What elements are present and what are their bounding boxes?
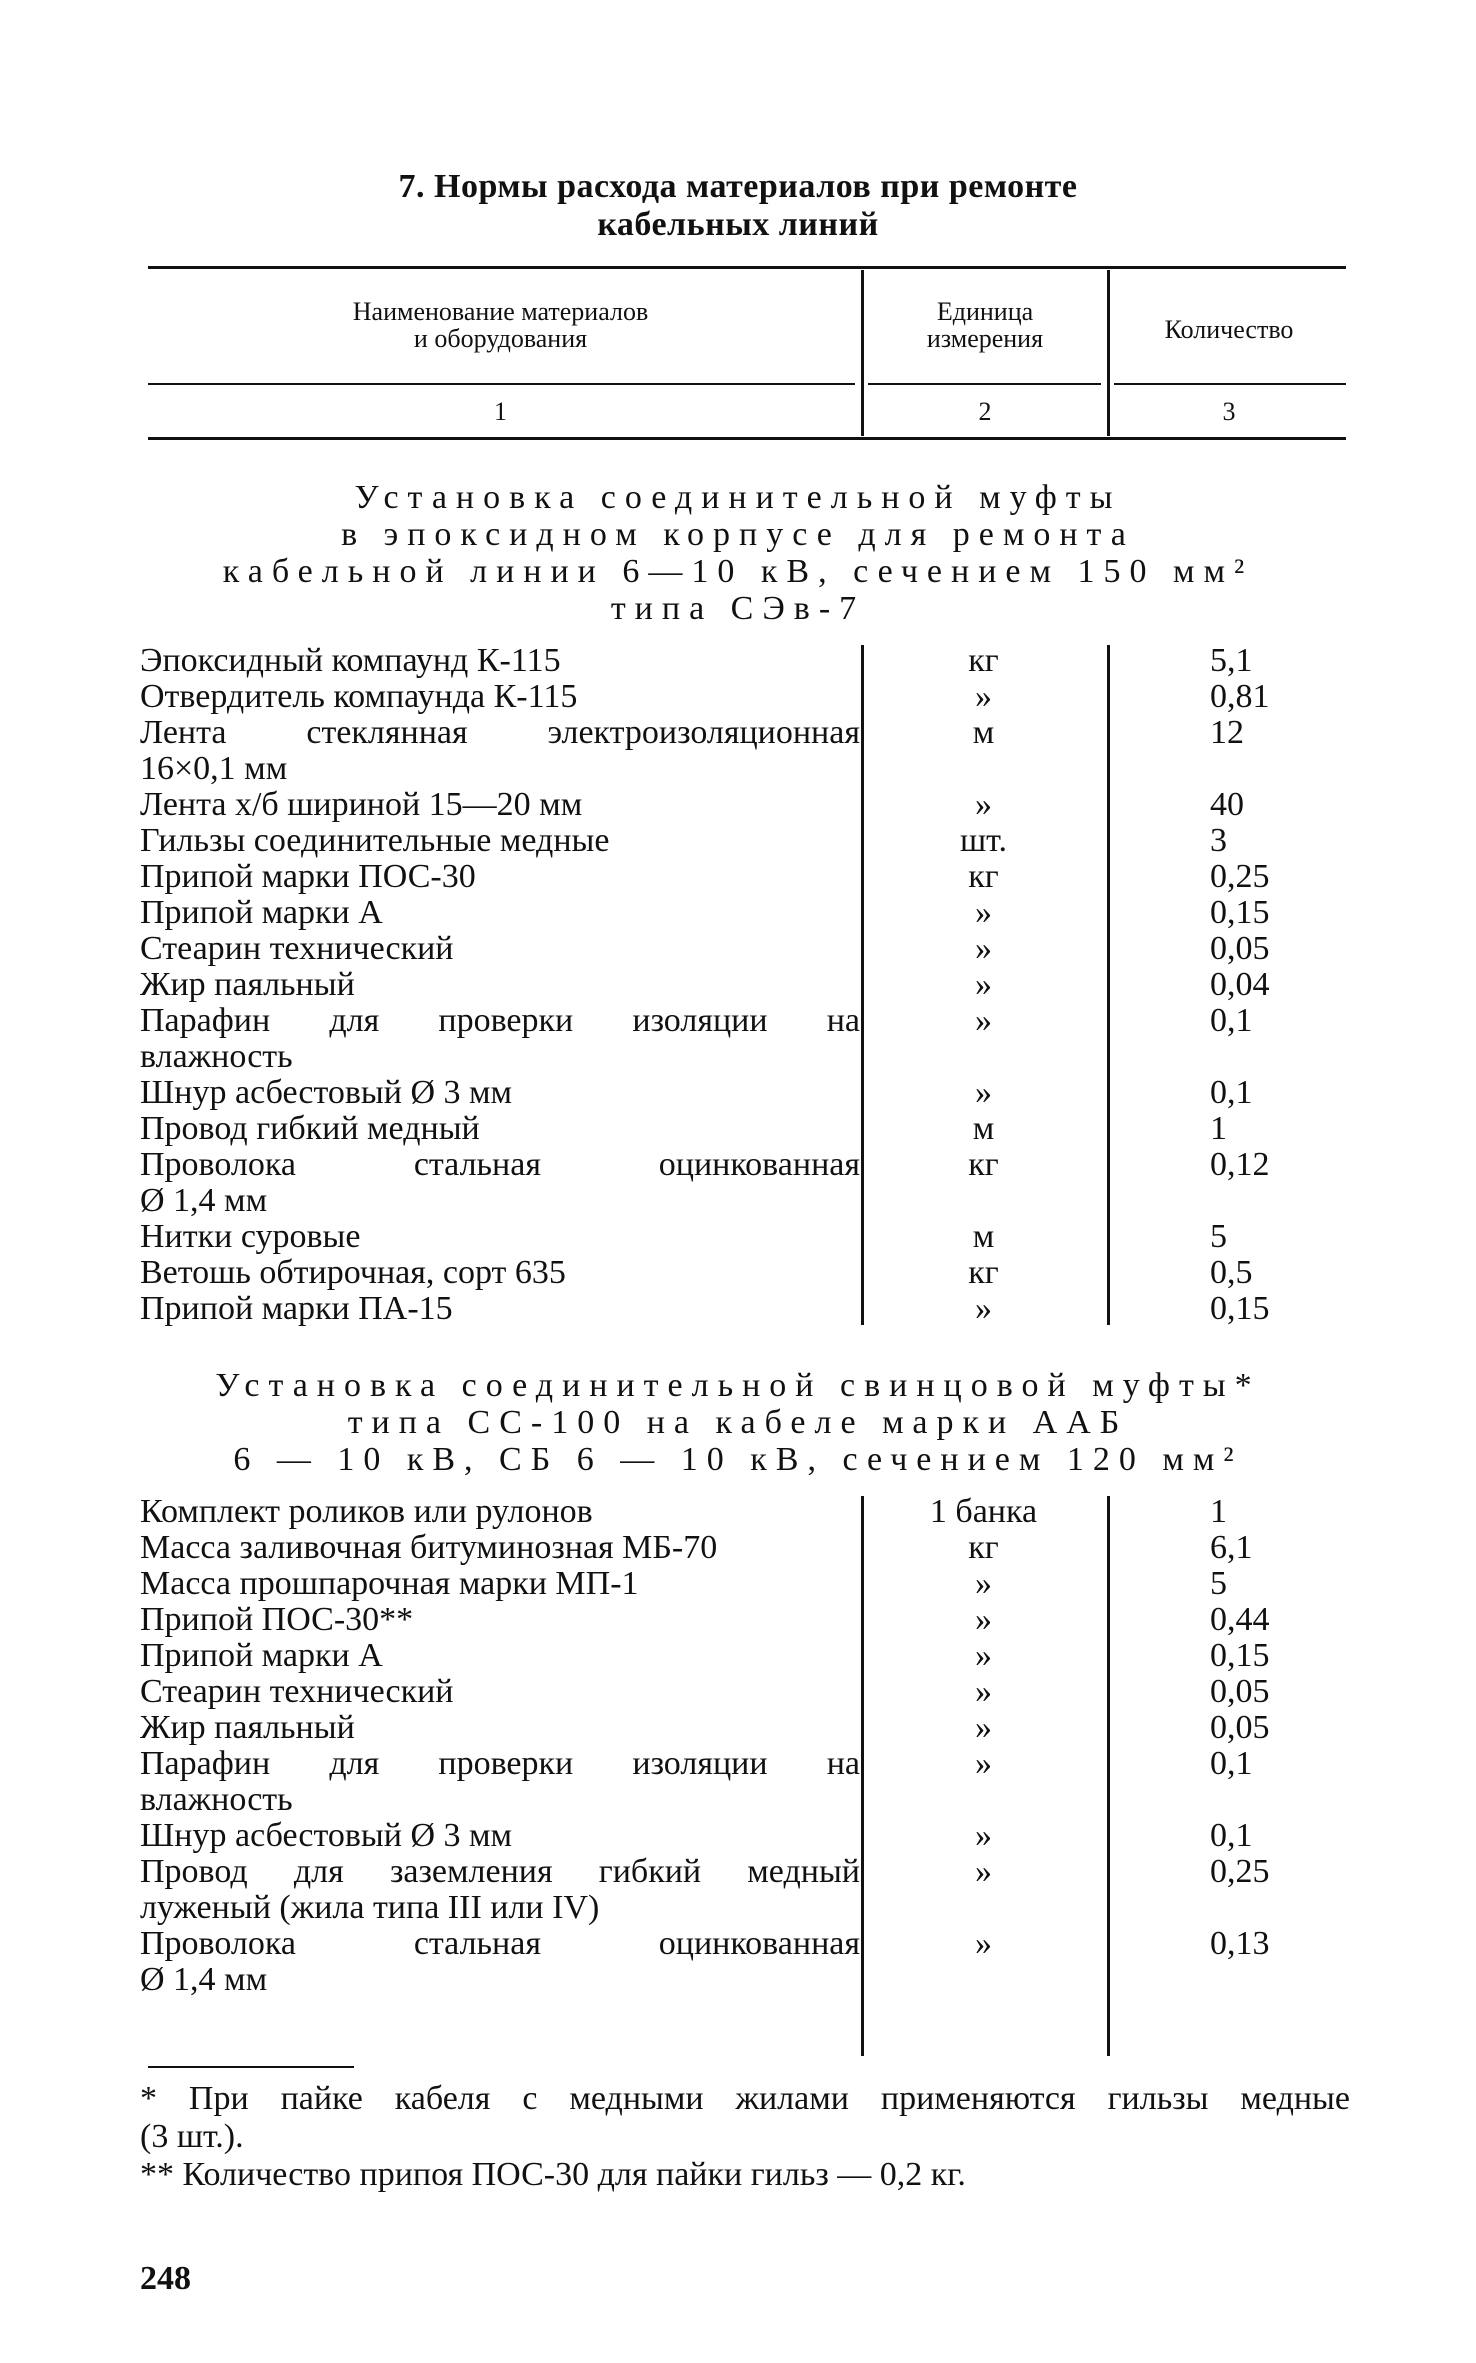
quantity-cell: 0,25 [1210,858,1270,895]
quantity-cell: 0,1 [1210,1817,1253,1854]
table-title-line-2: кабельных линий [597,206,879,243]
unit-cell: » [975,1709,992,1746]
section2-heading-line-3: 6 — 10 кВ, СБ 6 — 10 кВ, сечением 120 мм² [233,1441,1243,1478]
material-name [140,1674,860,1710]
unit-cell: » [975,930,992,967]
footnote-2: ** Количество припоя ПОС-30 для пайки гильз — 0,2 кг. [140,2156,966,2193]
section1-heading-line-2: в эпоксидном корпусе для ремонта [341,516,1135,553]
unit-cell: кг [968,1254,999,1291]
table-row [140,643,1280,679]
material-name-line-1: Шнур асбестовый Ø 3 мм [140,1074,513,1111]
unit-cell: » [975,894,992,931]
material-name-line-2: Ø 1,4 мм [140,1182,268,1219]
material-name-line-1: Жир паяльный [140,966,355,1003]
material-name [140,1530,860,1566]
unit-cell: м [972,714,995,751]
material-name [140,1710,860,1746]
quantity-cell: 40 [1210,786,1244,823]
section2-heading-line-1: Установка соединительной свинцовой муфты* [215,1367,1261,1404]
material-name [140,1854,860,1926]
footnote-1-line-1: * При пайке кабеля с медными жилами применяются гильзы медные [140,2080,1350,2117]
material-name-line-1: Парафин для проверки изоляции на [140,1745,860,1782]
unit-cell: » [975,1853,992,1890]
unit-cell: кг [968,1146,999,1183]
header-col2-line-2: измерения [926,324,1044,353]
material-name [140,1602,860,1638]
quantity-cell: 0,1 [1210,1002,1253,1039]
material-name-line-1: Комплект роликов или рулонов [140,1493,593,1530]
quantity-cell: 1 [1210,1493,1227,1530]
quantity-cell: 3 [1210,822,1227,859]
header-num-3: 3 [1222,397,1236,426]
unit-cell: » [975,1745,992,1782]
unit-cell: » [975,1290,992,1327]
material-name-line-1: Жир паяльный [140,1709,355,1746]
material-name-line-1: Гильзы соединительные медные [140,822,610,859]
material-name-line-1: Припой марки ПА-15 [140,1290,453,1327]
table-row [140,1602,1280,1638]
section1-heading-line-1: Установка соединительной муфты [354,479,1122,516]
quantity-cell: 0,13 [1210,1925,1270,1962]
material-name-line-1: Эпоксидный компаунд К-115 [140,642,561,679]
material-name-line-1: Провод гибкий медный [140,1110,480,1147]
quantity-cell: 5 [1210,1565,1227,1602]
quantity-cell: 6,1 [1210,1529,1253,1566]
table-row [140,1530,1280,1566]
unit-cell: » [975,678,992,715]
header-top-rule [148,266,1346,269]
material-name-line-2: влажность [140,1781,293,1818]
quantity-cell: 1 [1210,1110,1227,1147]
quantity-cell: 0,05 [1210,930,1270,967]
table-row [140,1494,1280,1530]
unit-cell: » [975,1673,992,1710]
table-row [140,1818,1280,1854]
material-name [140,823,860,859]
material-name-line-1: Отвердитель компаунда К-115 [140,678,578,715]
unit-cell: кг [968,642,999,679]
material-name [140,1219,860,1255]
material-name-line-1: Масса заливочная битуминозная МБ-70 [140,1529,718,1566]
quantity-cell: 0,15 [1210,1637,1270,1674]
table-row [140,931,1280,967]
quantity-cell: 0,81 [1210,678,1270,715]
material-name-line-1: Припой марки ПОС-30 [140,858,476,895]
unit-cell: » [975,966,992,1003]
table-row [140,1255,1280,1291]
quantity-cell: 0,15 [1210,894,1270,931]
header-vrule-1 [861,270,864,436]
header-mid-rule-2 [868,383,1101,385]
unit-cell: м [972,1110,995,1147]
material-name-line-1: Нитки суровые [140,1218,361,1255]
quantity-cell: 0,1 [1210,1745,1253,1782]
header-vrule-2 [1107,270,1110,436]
material-name [140,1926,860,1998]
quantity-cell: 0,05 [1210,1709,1270,1746]
material-name [140,1746,860,1818]
material-name-line-1: Лента стеклянная электроизоляционная [140,714,860,751]
unit-cell: м [972,1218,995,1255]
quantity-cell: 0,04 [1210,966,1270,1003]
quantity-cell: 0,15 [1210,1290,1270,1327]
unit-cell: кг [968,1529,999,1566]
table-row [140,1291,1280,1327]
header-col2-line-1: Единица [936,297,1034,326]
header-mid-rule-1 [148,383,855,385]
material-name-line-1: Припой ПОС-30** [140,1601,414,1638]
material-name-line-2: Ø 1,4 мм [140,1961,268,1998]
material-name [140,1111,860,1147]
material-name-line-2: влажность [140,1038,293,1075]
header-num-1: 1 [494,397,507,426]
material-name [140,1494,860,1530]
material-name [140,931,860,967]
section2-heading-line-2: типа СС-100 на кабеле марки ААБ [347,1404,1129,1441]
material-name [140,859,860,895]
quantity-cell: 12 [1210,714,1244,751]
material-name [140,1147,860,1219]
material-name [140,643,860,679]
header-col1-line-2: и оборудования [413,324,588,353]
material-name-line-1: Масса прошпарочная марки МП-1 [140,1565,639,1602]
material-name-line-1: Ветошь обтирочная, сорт 635 [140,1254,566,1291]
quantity-cell: 0,44 [1210,1601,1270,1638]
table-row [140,1566,1280,1602]
header-col1-line-1: Наименование материалов [352,297,649,326]
material-name-line-1: Проволока стальная оцинкованная [140,1146,860,1183]
table-row [140,967,1280,1003]
section1-rows [140,643,1280,1327]
unit-cell: » [975,1925,992,1962]
quantity-cell: 5,1 [1210,642,1253,679]
material-name [140,1255,860,1291]
unit-cell: » [975,786,992,823]
unit-cell: кг [968,858,999,895]
table-row [140,895,1280,931]
unit-cell: » [975,1565,992,1602]
material-name [140,1075,860,1111]
quantity-cell: 5 [1210,1218,1227,1255]
table-row [140,1219,1280,1255]
material-name [140,1818,860,1854]
footnote-1-line-2: (3 шт.). [140,2118,244,2155]
table-row [140,787,1280,823]
material-name-line-2: луженый (жила типа III или IV) [140,1889,600,1926]
material-name-line-1: Стеарин технический [140,930,454,967]
material-name-line-1: Припой марки А [140,1637,383,1674]
material-name [140,1638,860,1674]
table-row [140,1075,1280,1111]
header-num-2: 2 [978,397,992,426]
material-name-line-1: Шнур асбестовый Ø 3 мм [140,1817,513,1854]
table-title-line-1: 7. Нормы расхода материалов при ремонте [398,168,1078,205]
material-name-line-1: Парафин для проверки изоляции на [140,1002,860,1039]
unit-cell: » [975,1601,992,1638]
table-row [140,679,1280,715]
table-row [140,1147,1280,1219]
quantity-cell: 0,1 [1210,1074,1253,1111]
unit-cell: шт. [960,822,1007,859]
table-row [140,1638,1280,1674]
material-name-line-1: Провод для заземления гибкий медный [140,1853,860,1890]
material-name [140,967,860,1003]
table-row [140,823,1280,859]
material-name-line-1: Стеарин технический [140,1673,454,1710]
unit-cell: » [975,1637,992,1674]
material-name [140,679,860,715]
page-number: 248 [140,2260,191,2297]
quantity-cell: 0,5 [1210,1254,1253,1291]
material-name [140,787,860,823]
unit-cell: » [975,1817,992,1854]
quantity-cell: 0,05 [1210,1673,1270,1710]
table-row [140,859,1280,895]
material-name-line-1: Проволока стальная оцинкованная [140,1925,860,1962]
material-name-line-1: Припой марки А [140,894,383,931]
table-row [140,1710,1280,1746]
unit-cell: » [975,1002,992,1039]
header-col3: Количество [1164,315,1294,344]
section2-rows [140,1494,1280,1998]
table-row [140,1003,1280,1075]
material-name [140,1003,860,1075]
unit-cell: 1 банка [929,1493,1038,1530]
table-row [140,1111,1280,1147]
table-row [140,1746,1280,1818]
quantity-cell: 0,25 [1210,1853,1270,1890]
header-mid-rule-3 [1114,383,1346,385]
table-row [140,1674,1280,1710]
unit-cell: » [975,1074,992,1111]
material-name [140,1566,860,1602]
section1-heading-line-3: кабельной линии 6—10 кВ, сечением 150 мм² [222,553,1254,590]
table-row [140,1926,1280,1998]
table-row [140,715,1280,787]
table-row [140,1854,1280,1926]
material-name [140,715,860,787]
quantity-cell: 0,12 [1210,1146,1270,1183]
material-name [140,1291,860,1327]
material-name [140,895,860,931]
footnote-rule [148,2066,354,2068]
material-name-line-1: Лента х/б шириной 15—20 мм [140,786,583,823]
section1-heading-line-4: типа СЭв-7 [610,590,866,627]
material-name-line-2: 16×0,1 мм [140,750,288,787]
header-bottom-rule [148,437,1346,440]
